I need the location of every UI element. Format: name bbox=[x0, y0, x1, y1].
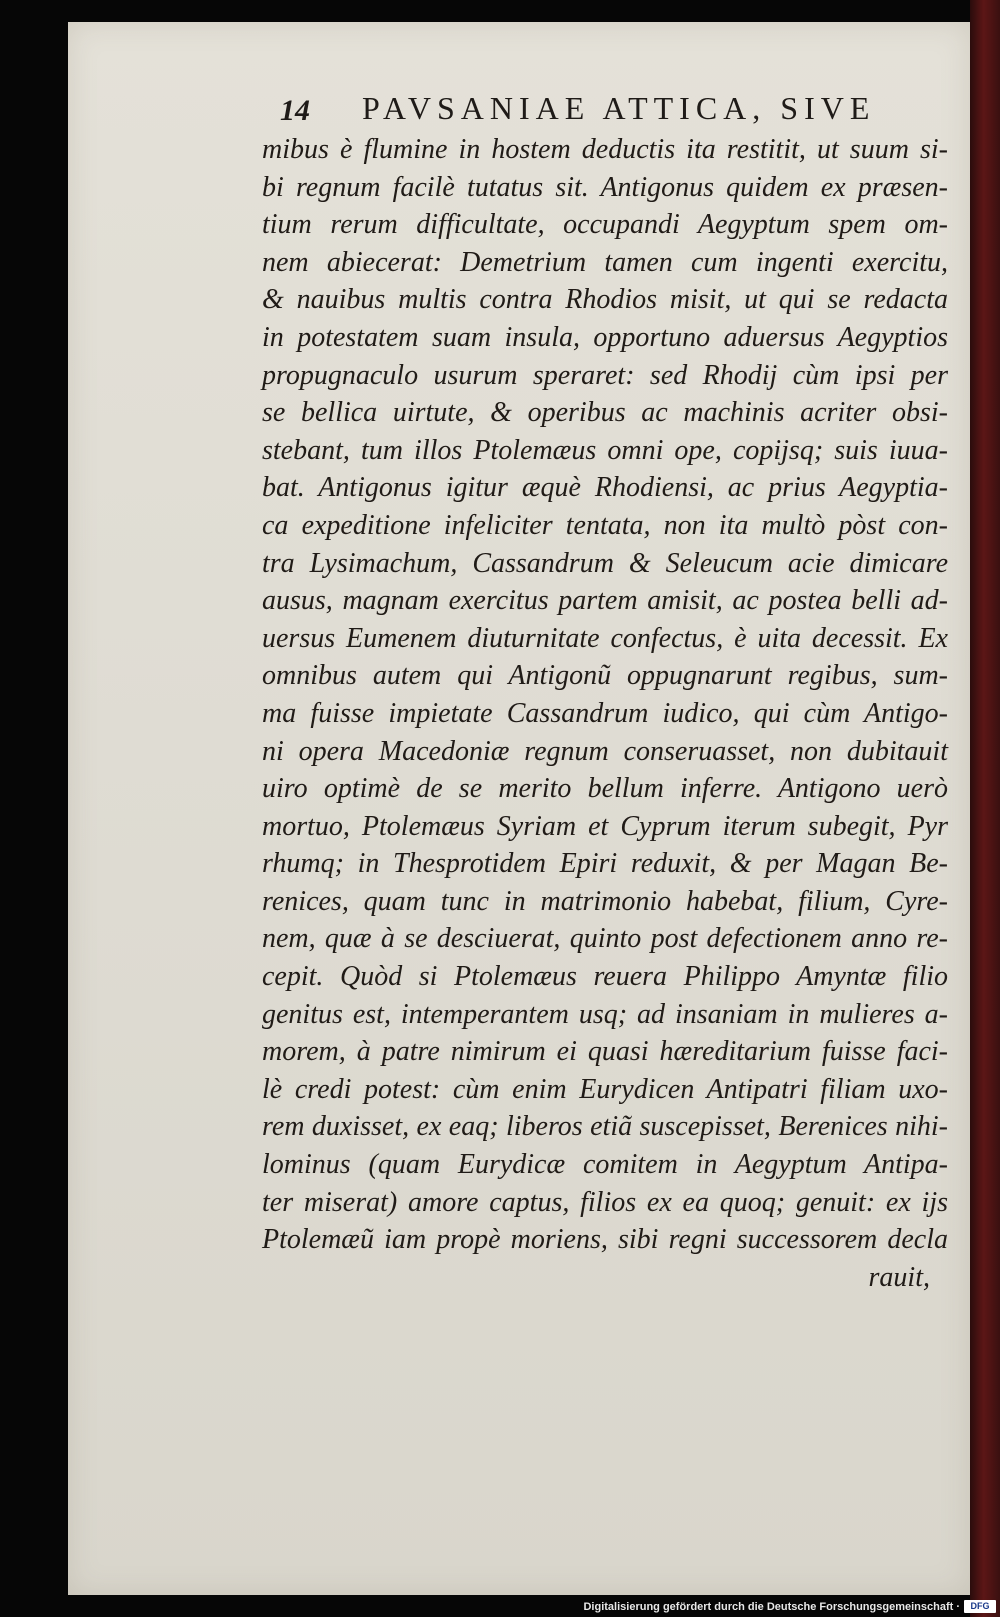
text-line: rhumq; in Thesprotidem Epiri reduxit, & per Magan Be- bbox=[262, 848, 948, 880]
text-line: omnibus autem qui Antigonũ oppugnarunt regibus, sum- bbox=[262, 660, 948, 692]
text-line: se bellica uirtute, & operibus ac machinis acriter obsi- bbox=[262, 397, 948, 429]
digitization-footer bbox=[0, 1597, 1000, 1617]
text-line: lè credi potest: cùm enim Eurydicen Antipatri filiam uxo- bbox=[262, 1073, 948, 1105]
text-line: lominus (quam Eurydicæ comitem in Aegyptum Antipa- bbox=[262, 1149, 948, 1181]
text-line: & nauibus multis contra Rhodios misit, ut qui se redacta bbox=[262, 284, 948, 316]
right-edge-border bbox=[970, 0, 1000, 1617]
text-line: nem, quæ à se desciuerat, quinto post defectionem anno re- bbox=[262, 923, 948, 955]
text-line: ma fuisse impietate Cassandrum iudico, qui cùm Antigo- bbox=[262, 697, 948, 729]
text-line: morem, à patre nimirum ei quasi hæreditarium fuisse faci- bbox=[262, 1036, 948, 1068]
text-line: genitus est, intemperantem usq; ad insaniam in mulieres a- bbox=[262, 998, 948, 1030]
text-line: stebant, tum illos Ptolemæus omni ope, copijsq; suis iuua- bbox=[262, 434, 948, 466]
text-line: tra Lysimachum, Cassandrum & Seleucum acie dimicare bbox=[262, 547, 948, 579]
text-line: in potestatem suam insula, opportuno aduersus Aegyptios bbox=[262, 321, 948, 353]
text-line: uersus Eumenem diuturnitate confectus, è uita decessit. Ex bbox=[262, 622, 948, 654]
text-line: tium rerum difficultate, occupandi Aegyptum spem om- bbox=[262, 209, 948, 241]
text-line: cepit. Quòd si Ptolemæus reuera Philippo Amyntæ filio bbox=[262, 961, 948, 993]
text-line: propugnaculo usurum speraret: sed Rhodij cùm ipsi per bbox=[262, 359, 948, 391]
text-line: uiro optimè de se merito bellum inferre. Antigono uerò bbox=[262, 773, 948, 805]
text-line: ni opera Macedoniæ regnum conseruasset, non dubitauit bbox=[262, 735, 948, 767]
text-line: mibus è flumine in hostem deductis ita restitit, ut suum si- bbox=[262, 134, 948, 165]
text-line: mortuo, Ptolemæus Syriam et Cyprum iterum subegit, Pyr bbox=[262, 810, 948, 842]
text-line: nem abiecerat: Demetrium tamen cum ingenti exercitu, bbox=[262, 246, 948, 278]
footer-credit: Digitalisierung gefördert durch die Deutsche Forschungsgemeinschaft · bbox=[583, 1601, 960, 1613]
text-line: rem duxisset, ex eaq; liberos etiã suscepisset, Berenices nihi- bbox=[262, 1111, 948, 1143]
page-number: 14 bbox=[280, 94, 310, 127]
text-line: bi regnum facilè tutatus sit. Antigonus quidem ex præsen- bbox=[262, 171, 948, 203]
text-line: ausus, magnam exercitus partem amisit, ac postea belli ad- bbox=[262, 585, 948, 617]
text-line: bat. Antigonus igitur æquè Rhodiensi, ac prius Aegyptia- bbox=[262, 472, 948, 504]
text-line: Ptolemæũ iam propè moriens, sibi regni successorem decla bbox=[262, 1224, 948, 1256]
body-text bbox=[262, 131, 948, 1296]
running-head: PAVSANIAE ATTICA, SIVE bbox=[362, 90, 876, 126]
page-header bbox=[280, 90, 900, 136]
text-line: ter miserat) amore captus, filios ex ea quoq; genuit: ex ijs bbox=[262, 1186, 948, 1218]
dfg-logo: DFG bbox=[964, 1600, 996, 1613]
text-line: renices, quam tunc in matrimonio habebat, filium, Cyre- bbox=[262, 885, 948, 917]
text-line: ca expeditione infeliciter tentata, non ita multò pòst con- bbox=[262, 509, 948, 541]
catchword: rauit, bbox=[868, 1261, 930, 1293]
